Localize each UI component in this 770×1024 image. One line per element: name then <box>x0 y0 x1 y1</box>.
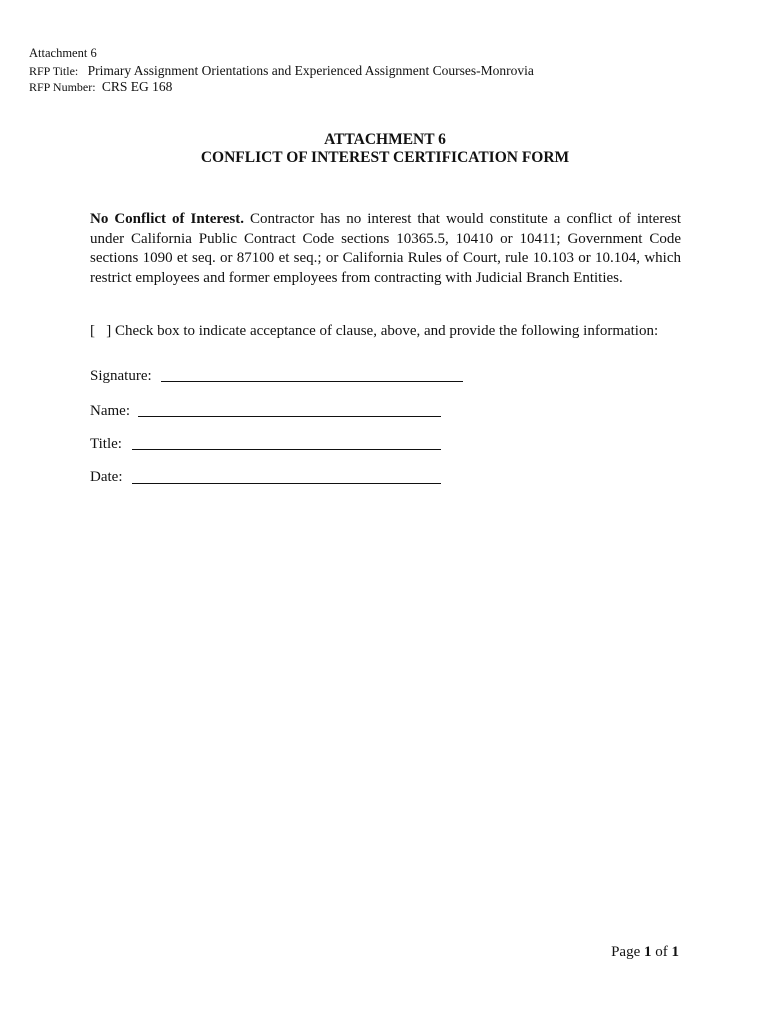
title-line[interactable] <box>132 449 441 450</box>
attachment-label: Attachment 6 <box>29 46 97 60</box>
page-word: Page <box>611 944 641 960</box>
page-of-word: of <box>655 944 668 960</box>
clause-body: Contractor has no interest that would constitute a conflict of interest under California Public Contract Code sections 10365.5, 10410 or 10411; Government Code sections 1090 et seq. or 87100 et seq.; or California Rules of Court, rule 10.103 or 10.104, which restrict employees and former employees from contracting with Judicial Branch Entities. <box>90 211 681 286</box>
date-line[interactable] <box>132 483 441 484</box>
form-title-line2: CONFLICT OF INTEREST CERTIFICATION FORM <box>200 149 570 166</box>
rfp-title-value: Primary Assignment Orientations and Experienced Assignment Courses-Monrovia <box>87 63 534 78</box>
page-current: 1 <box>644 944 652 960</box>
rfp-number-label: RFP Number: <box>29 80 96 94</box>
clause-heading: No Conflict of Interest. <box>90 211 245 227</box>
page-total: 1 <box>671 944 679 960</box>
rfp-title-row <box>29 64 534 78</box>
rfp-title-label: RFP Title: <box>29 64 79 78</box>
rfp-number-value: CRS EG 168 <box>101 79 173 94</box>
acceptance-checkbox[interactable]: [ ] <box>90 323 112 339</box>
acceptance-text: Check box to indicate acceptance of clause, above, and provide the following information: <box>115 323 659 339</box>
name-line[interactable] <box>138 416 441 417</box>
signature-line[interactable] <box>161 381 463 382</box>
title-label: Title: <box>90 436 122 452</box>
signature-label: Signature: <box>90 368 152 384</box>
form-title-line1: ATTACHMENT 6 <box>324 131 446 148</box>
date-label: Date: <box>90 469 123 485</box>
rfp-number-row <box>29 80 172 94</box>
name-label: Name: <box>90 403 130 419</box>
page-number <box>611 943 679 961</box>
acceptance-row <box>90 322 658 340</box>
conflict-clause <box>90 210 681 288</box>
